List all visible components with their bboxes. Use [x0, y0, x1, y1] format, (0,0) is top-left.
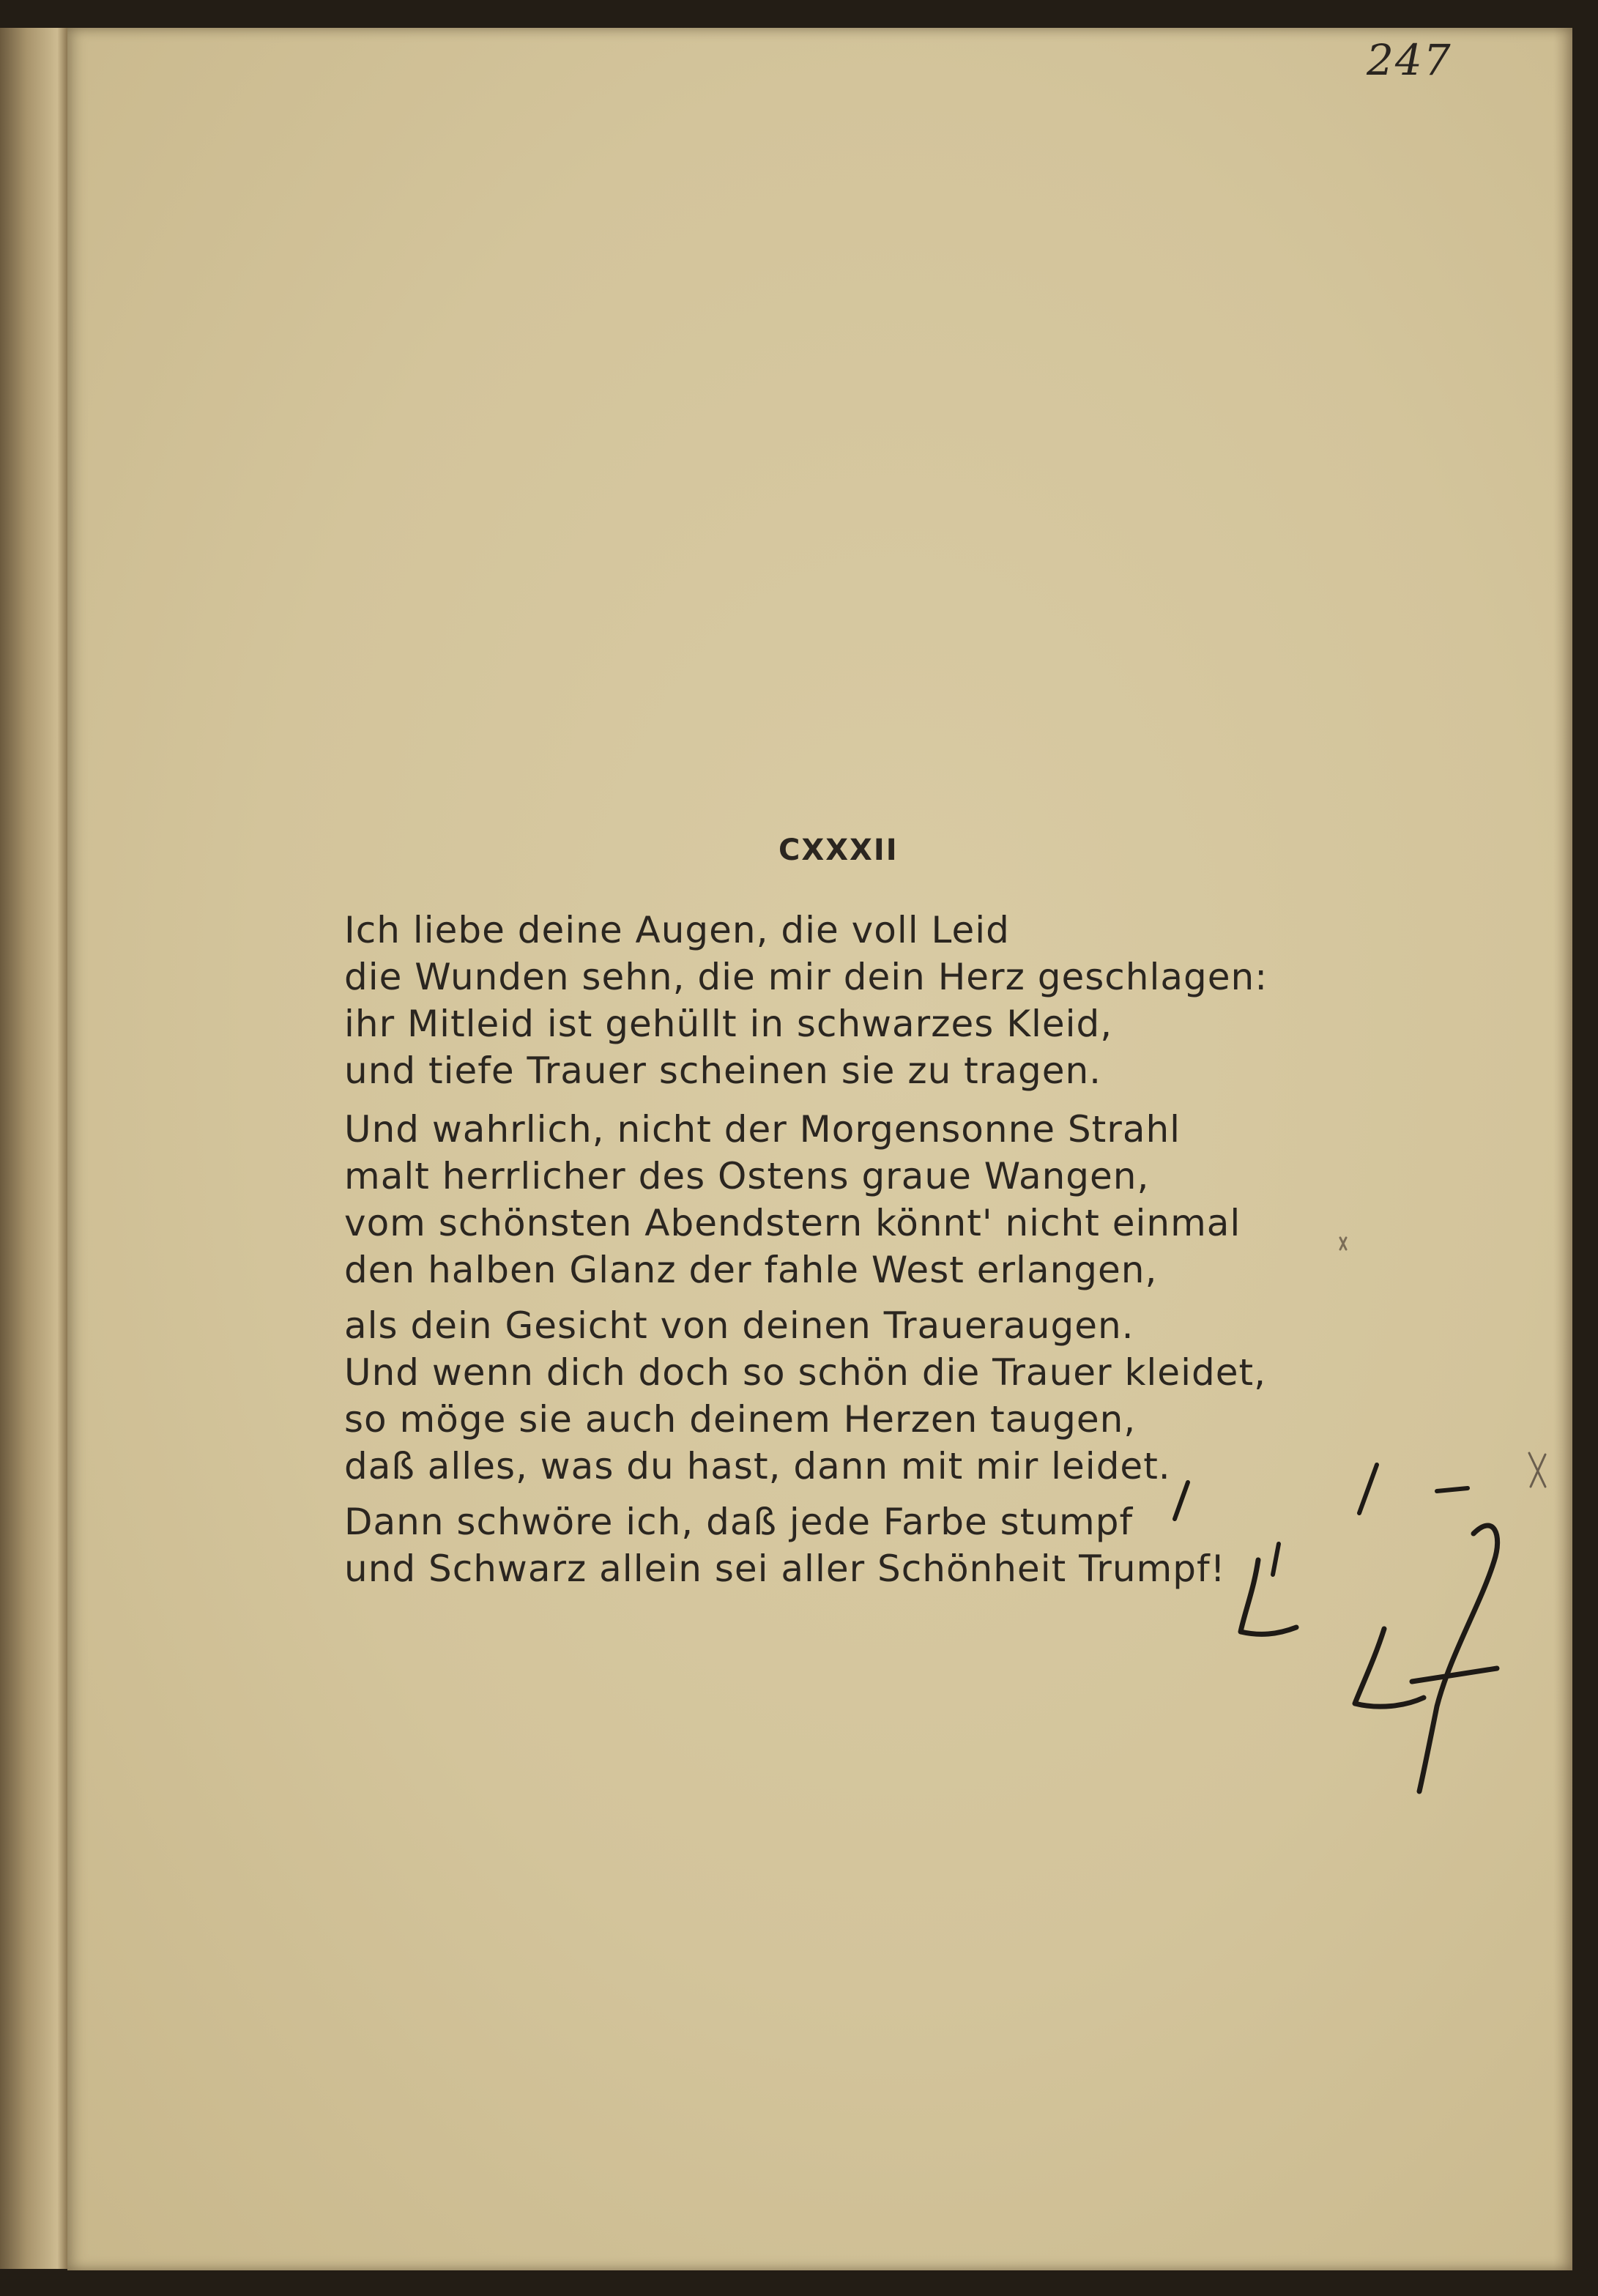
correction-l-mark — [1241, 1560, 1296, 1634]
poem-line: so möge sie auch deinem Herzen taugen, — [344, 1398, 1137, 1441]
poem-line: Und wenn dich doch so schön die Trauer kleidet, — [344, 1351, 1266, 1394]
poem-line: daß alles, was du hast, dann mit mir leidet. — [344, 1445, 1171, 1487]
stray-mark — [1340, 1238, 1346, 1249]
correction-slash — [1175, 1482, 1188, 1519]
page-number: 247 — [1367, 35, 1452, 85]
poem-line: Dann schwöre ich, daß jede Farbe stumpf — [344, 1501, 1134, 1543]
correction-f-stroke — [1419, 1526, 1498, 1791]
poem-line: malt herrlicher des Ostens graue Wangen, — [344, 1155, 1150, 1197]
poem-heading: CXXXII — [778, 833, 899, 867]
poem-line: als dein Gesicht von deinen Traueraugen. — [344, 1304, 1134, 1347]
correction-l-mark-large — [1355, 1629, 1424, 1706]
poem-line: und Schwarz allein sei aller Schönheit Trumpf! — [344, 1548, 1226, 1590]
poem-line: vom schönsten Abendstern könnt' nicht einmal — [344, 1202, 1241, 1244]
margin-x-mark — [1529, 1453, 1545, 1487]
correction-tick — [1273, 1544, 1279, 1575]
poem-line: die Wunden sehn, die mir dein Herz geschlagen: — [344, 956, 1268, 998]
poem-line: und tiefe Trauer scheinen sie zu tragen. — [344, 1049, 1102, 1092]
margin-stroke — [1359, 1465, 1377, 1513]
margin-dash — [1437, 1488, 1468, 1491]
poem-line: Ich liebe deine Augen, die voll Leid — [344, 909, 1010, 951]
poem-line: ihr Mitleid ist gehüllt in schwarzes Kleid, — [344, 1003, 1113, 1045]
poem-line: Und wahrlich, nicht der Morgensonne Strahl — [344, 1108, 1181, 1151]
poem-line: den halben Glanz der fahle West erlangen, — [344, 1249, 1158, 1291]
correction-f-crossbar — [1412, 1668, 1497, 1682]
